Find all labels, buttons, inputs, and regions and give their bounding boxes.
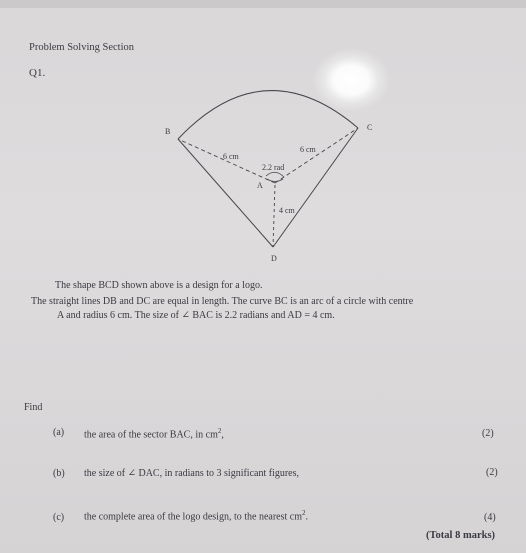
description-line-1: The straight lines DB and DC are equal in length. The curve BC is an arc of a circle with centre [31,296,414,307]
total-marks: (Total 8 marks) [426,530,496,541]
label-angle: 2.2 rad [262,163,285,172]
question-number: Q1. [29,67,46,79]
radius-ab [178,139,275,183]
label-ac: 6 cm [300,145,316,154]
part-a-unit-sup: 2 [217,427,222,435]
intro-text: The shape BCD shown above is a design for a logo. [55,280,263,291]
part-c-label: (c) [53,512,65,523]
part-c-marks: (4) [484,512,496,523]
label-b: B [165,127,171,136]
part-b-text: the size of ∠ DAC, in radians to 3 significant figures, [84,468,299,479]
part-a-label: (a) [53,427,65,438]
arc-bc [178,91,358,139]
label-ab: 6 cm [223,152,239,161]
line-ad [273,185,275,247]
label-ad: 4 cm [279,206,295,215]
angle-mark [266,172,284,177]
radius-ac [275,128,358,183]
part-a-text: the area of the sector BAC, in $cm^2$, [84,427,224,441]
label-c: C [367,123,373,132]
part-a-marks: (2) [482,428,494,439]
part-c-unit-sup: 2 [301,509,306,517]
label-d: D [271,254,277,263]
part-b-marks: (2) [486,467,498,478]
section-title: Problem Solving Section [29,42,134,53]
description-line-2: A and radius 6 cm. The size of ∠ BAC is 2.2 radians and AD = 4 cm. [57,310,335,321]
part-c-text: the complete area of the logo design, to the nearest $cm^2$. [84,509,308,523]
label-a: A [257,181,263,190]
part-b-label: (b) [53,468,65,479]
find-label: Find [24,402,43,413]
